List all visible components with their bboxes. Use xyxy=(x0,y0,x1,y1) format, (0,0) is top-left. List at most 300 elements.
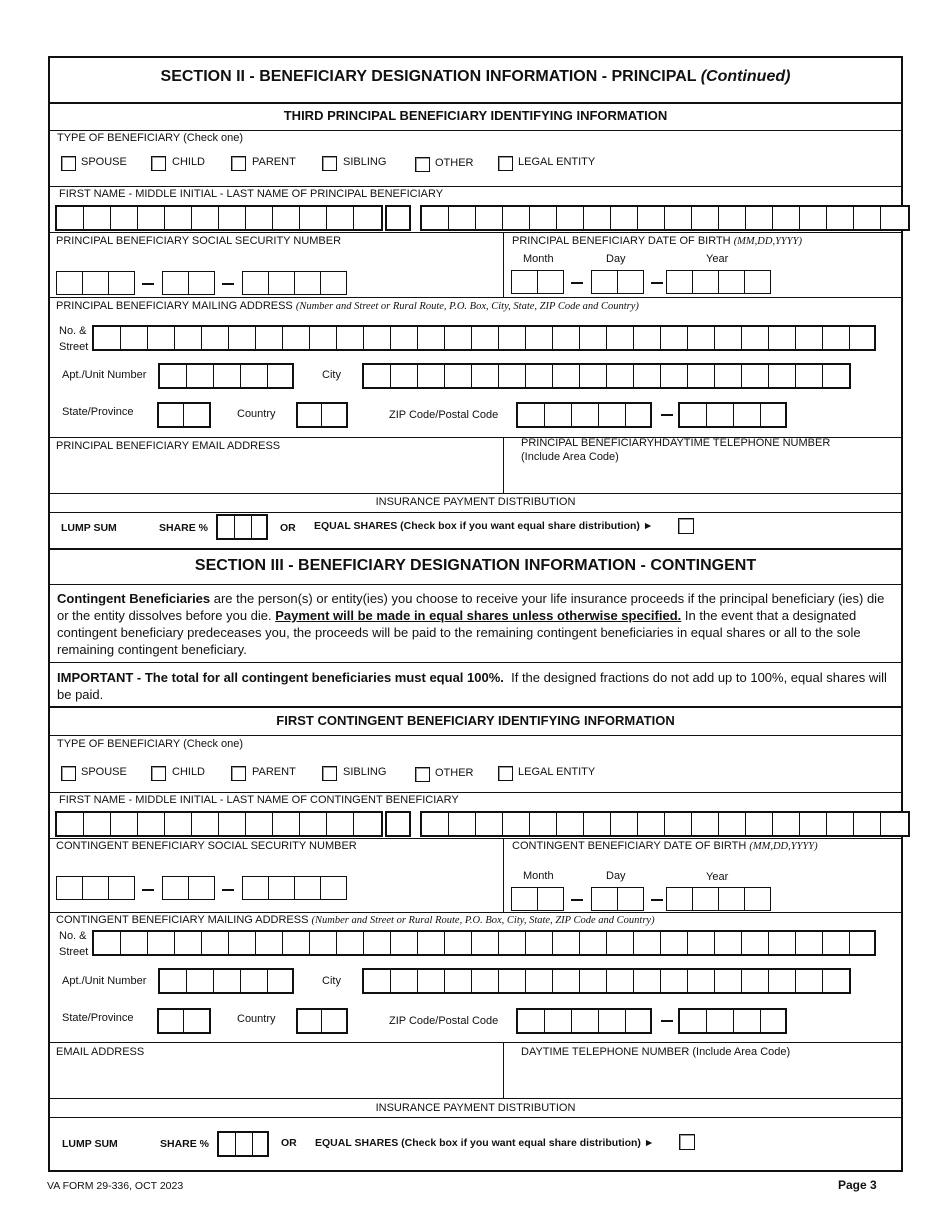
input-box[interactable] xyxy=(661,327,688,349)
input-box[interactable] xyxy=(138,813,165,835)
input-box[interactable] xyxy=(219,1133,236,1155)
input-box[interactable] xyxy=(626,404,650,426)
contingent-dob-day[interactable] xyxy=(591,887,644,911)
input-box[interactable] xyxy=(175,327,202,349)
input-box[interactable] xyxy=(192,207,219,229)
principal-ssn-part2[interactable] xyxy=(162,271,215,295)
input-box[interactable] xyxy=(796,970,823,992)
input-box[interactable] xyxy=(320,271,347,295)
input-box[interactable] xyxy=(273,813,300,835)
input-box[interactable] xyxy=(354,813,381,835)
input-box[interactable] xyxy=(707,404,734,426)
input-box[interactable] xyxy=(283,327,310,349)
principal-dob-day[interactable] xyxy=(591,270,644,294)
input-box[interactable] xyxy=(769,327,796,349)
input-box[interactable] xyxy=(187,365,214,387)
input-box[interactable] xyxy=(202,932,229,954)
input-box[interactable] xyxy=(518,404,545,426)
contingent-street-boxes[interactable] xyxy=(92,930,876,956)
input-box[interactable] xyxy=(364,327,391,349)
principal-zip4-boxes[interactable] xyxy=(678,402,787,428)
input-box[interactable] xyxy=(300,207,327,229)
input-box[interactable] xyxy=(160,970,187,992)
input-box[interactable] xyxy=(327,207,354,229)
input-box[interactable] xyxy=(219,207,246,229)
input-box[interactable] xyxy=(418,365,445,387)
input-box[interactable] xyxy=(256,327,283,349)
input-box[interactable] xyxy=(160,365,187,387)
input-box[interactable] xyxy=(823,327,850,349)
input-box[interactable] xyxy=(823,932,850,954)
input-box[interactable] xyxy=(742,365,769,387)
input-box[interactable] xyxy=(638,813,665,835)
input-box[interactable] xyxy=(742,327,769,349)
input-box[interactable] xyxy=(236,1133,253,1155)
contingent-type-sibling-checkbox[interactable] xyxy=(322,766,337,781)
principal-state-boxes[interactable] xyxy=(157,402,211,428)
input-box[interactable] xyxy=(108,876,135,900)
input-box[interactable] xyxy=(218,516,235,538)
input-box[interactable] xyxy=(580,365,607,387)
input-box[interactable] xyxy=(680,1010,707,1032)
input-box[interactable] xyxy=(526,970,553,992)
input-box[interactable] xyxy=(611,207,638,229)
input-box[interactable] xyxy=(268,970,292,992)
input-box[interactable] xyxy=(580,327,607,349)
input-box[interactable] xyxy=(530,207,557,229)
input-box[interactable] xyxy=(241,970,268,992)
contingent-state-boxes[interactable] xyxy=(157,1008,211,1034)
input-box[interactable] xyxy=(499,970,526,992)
input-box[interactable] xyxy=(242,271,269,295)
input-box[interactable] xyxy=(499,327,526,349)
input-box[interactable] xyxy=(184,404,209,426)
input-box[interactable] xyxy=(557,207,584,229)
contingent-zip4-boxes[interactable] xyxy=(678,1008,787,1034)
input-box[interactable] xyxy=(518,1010,545,1032)
principal-type-legal-entity-checkbox[interactable] xyxy=(498,156,513,171)
input-box[interactable] xyxy=(94,932,121,954)
input-box[interactable] xyxy=(557,813,584,835)
input-box[interactable] xyxy=(796,327,823,349)
input-box[interactable] xyxy=(688,365,715,387)
contingent-ssn-part3[interactable] xyxy=(242,876,347,900)
input-box[interactable] xyxy=(823,365,849,387)
dash xyxy=(142,889,154,891)
input-box[interactable] xyxy=(526,365,553,387)
input-box[interactable] xyxy=(268,365,292,387)
principal-ssn-part1[interactable] xyxy=(56,271,135,295)
input-box[interactable] xyxy=(310,327,337,349)
input-box[interactable] xyxy=(108,271,135,295)
input-box[interactable] xyxy=(827,207,854,229)
input-box[interactable] xyxy=(850,932,874,954)
input-box[interactable] xyxy=(387,813,409,835)
principal-dob-year[interactable] xyxy=(666,270,771,294)
input-box[interactable] xyxy=(773,207,800,229)
input-box[interactable] xyxy=(800,813,827,835)
input-box[interactable] xyxy=(337,327,364,349)
input-box[interactable] xyxy=(607,365,634,387)
input-box[interactable] xyxy=(449,813,476,835)
input-box[interactable] xyxy=(773,813,800,835)
input-box[interactable] xyxy=(187,970,214,992)
input-box[interactable] xyxy=(472,327,499,349)
principal-type-spouse-checkbox[interactable] xyxy=(61,156,76,171)
input-box[interactable] xyxy=(294,271,321,295)
input-box[interactable] xyxy=(800,207,827,229)
input-box[interactable] xyxy=(214,365,241,387)
principal-country-boxes[interactable] xyxy=(296,402,348,428)
important-note: IMPORTANT - The total for all contingent beneficiaries must equal 100%. If the designed fractions do not add up to 100%, equal shares will be paid. xyxy=(57,670,891,702)
input-box[interactable] xyxy=(617,270,644,294)
day-label: Day xyxy=(606,253,626,265)
input-box[interactable] xyxy=(553,970,580,992)
principal-apt-boxes[interactable] xyxy=(158,363,294,389)
input-box[interactable] xyxy=(742,970,769,992)
input-box[interactable] xyxy=(688,970,715,992)
input-box[interactable] xyxy=(607,932,634,954)
street-label: No. & xyxy=(59,325,87,337)
contingent-apt-boxes[interactable] xyxy=(158,968,294,994)
input-box[interactable] xyxy=(718,887,745,911)
input-box[interactable] xyxy=(449,207,476,229)
input-box[interactable] xyxy=(854,813,881,835)
input-box[interactable] xyxy=(229,327,256,349)
input-box[interactable] xyxy=(148,327,175,349)
checkbox-label: LEGAL ENTITY xyxy=(518,766,596,778)
input-box[interactable] xyxy=(84,207,111,229)
contingent-equal-shares-checkbox[interactable] xyxy=(679,1134,695,1150)
input-box[interactable] xyxy=(761,404,785,426)
principal-type-other-checkbox[interactable] xyxy=(415,157,430,172)
input-box[interactable] xyxy=(229,932,256,954)
input-box[interactable] xyxy=(391,970,418,992)
input-box[interactable] xyxy=(472,932,499,954)
input-box[interactable] xyxy=(634,365,661,387)
contingent-type-child-checkbox[interactable] xyxy=(151,766,166,781)
divider xyxy=(503,838,504,912)
input-box[interactable] xyxy=(56,876,83,900)
input-box[interactable] xyxy=(719,813,746,835)
input-box[interactable] xyxy=(599,404,626,426)
input-box[interactable] xyxy=(591,270,618,294)
input-box[interactable] xyxy=(823,970,849,992)
input-box[interactable] xyxy=(584,813,611,835)
input-box[interactable] xyxy=(761,1010,785,1032)
input-box[interactable] xyxy=(445,327,472,349)
input-box[interactable] xyxy=(252,516,266,538)
input-box[interactable] xyxy=(242,876,269,900)
input-box[interactable] xyxy=(445,932,472,954)
contingent-last-name-boxes[interactable] xyxy=(420,811,910,837)
input-box[interactable] xyxy=(607,970,634,992)
input-box[interactable] xyxy=(82,271,109,295)
input-box[interactable] xyxy=(246,207,273,229)
input-box[interactable] xyxy=(391,327,418,349)
input-box[interactable] xyxy=(537,887,564,911)
principal-distribution-header: INSURANCE PAYMENT DISTRIBUTION xyxy=(375,496,576,508)
input-box[interactable] xyxy=(572,1010,599,1032)
principal-email-input[interactable] xyxy=(52,456,500,490)
principal-middle-initial-box[interactable] xyxy=(385,205,411,231)
principal-dob-label: PRINCIPAL BENEFICIARY DATE OF BIRTH (MM,DD,YYYY) xyxy=(512,235,802,247)
input-box[interactable] xyxy=(57,207,84,229)
input-box[interactable] xyxy=(327,813,354,835)
input-box[interactable] xyxy=(526,932,553,954)
input-box[interactable] xyxy=(387,207,409,229)
input-box[interactable] xyxy=(827,813,854,835)
input-box[interactable] xyxy=(84,813,111,835)
input-box[interactable] xyxy=(634,970,661,992)
input-box[interactable] xyxy=(422,813,449,835)
contingent-share-pct-boxes[interactable] xyxy=(217,1131,269,1157)
divider xyxy=(48,735,903,736)
principal-city-boxes[interactable] xyxy=(362,363,851,389)
input-box[interactable] xyxy=(611,813,638,835)
principal-type-parent-checkbox[interactable] xyxy=(231,156,246,171)
contingent-type-legal-entity-checkbox[interactable] xyxy=(498,766,513,781)
principal-type-child-checkbox[interactable] xyxy=(151,156,166,171)
input-box[interactable] xyxy=(688,932,715,954)
input-box[interactable] xyxy=(162,876,189,900)
input-box[interactable] xyxy=(165,813,192,835)
input-box[interactable] xyxy=(607,327,634,349)
principal-share-pct-boxes[interactable] xyxy=(216,514,268,540)
input-box[interactable] xyxy=(545,404,572,426)
input-box[interactable] xyxy=(715,365,742,387)
input-box[interactable] xyxy=(769,970,796,992)
section-2-title: SECTION II - BENEFICIARY DESIGNATION INFORMATION - PRINCIPAL (Continued) xyxy=(160,68,791,85)
input-box[interactable] xyxy=(391,365,418,387)
input-box[interactable] xyxy=(537,270,564,294)
contingent-type-spouse-checkbox[interactable] xyxy=(61,766,76,781)
input-box[interactable] xyxy=(638,207,665,229)
contingent-type-parent-checkbox[interactable] xyxy=(231,766,246,781)
contingent-phone-input[interactable] xyxy=(507,1062,899,1096)
input-box[interactable] xyxy=(472,970,499,992)
input-box[interactable] xyxy=(769,932,796,954)
input-box[interactable] xyxy=(617,887,644,911)
input-box[interactable] xyxy=(219,813,246,835)
input-box[interactable] xyxy=(580,932,607,954)
input-box[interactable] xyxy=(553,365,580,387)
input-box[interactable] xyxy=(707,1010,734,1032)
input-box[interactable] xyxy=(354,207,381,229)
input-box[interactable] xyxy=(545,1010,572,1032)
principal-type-sibling-checkbox[interactable] xyxy=(322,156,337,171)
checkbox-label: SPOUSE xyxy=(81,156,127,168)
input-box[interactable] xyxy=(591,887,618,911)
principal-phone-input[interactable] xyxy=(507,466,899,491)
input-box[interactable] xyxy=(235,516,252,538)
input-box[interactable] xyxy=(162,271,189,295)
contingent-zip5-boxes[interactable] xyxy=(516,1008,652,1034)
input-box[interactable] xyxy=(320,876,347,900)
input-box[interactable] xyxy=(734,1010,761,1032)
input-box[interactable] xyxy=(553,327,580,349)
input-box[interactable] xyxy=(584,207,611,229)
input-box[interactable] xyxy=(476,207,503,229)
input-box[interactable] xyxy=(634,327,661,349)
principal-ssn-part3[interactable] xyxy=(242,271,347,295)
contingent-type-other-checkbox[interactable] xyxy=(415,767,430,782)
dash xyxy=(661,1020,673,1022)
principal-zip5-boxes[interactable] xyxy=(516,402,652,428)
input-box[interactable] xyxy=(165,207,192,229)
input-box[interactable] xyxy=(661,932,688,954)
principal-street-boxes[interactable] xyxy=(92,325,876,351)
input-box[interactable] xyxy=(175,932,202,954)
input-box[interactable] xyxy=(854,207,881,229)
input-box[interactable] xyxy=(56,271,83,295)
input-box[interactable] xyxy=(184,1010,209,1032)
input-box[interactable] xyxy=(57,813,84,835)
input-box[interactable] xyxy=(268,271,295,295)
input-box[interactable] xyxy=(294,876,321,900)
input-box[interactable] xyxy=(692,207,719,229)
input-box[interactable] xyxy=(692,270,719,294)
input-box[interactable] xyxy=(94,327,121,349)
input-box[interactable] xyxy=(715,932,742,954)
input-box[interactable] xyxy=(188,876,215,900)
input-box[interactable] xyxy=(680,404,707,426)
input-box[interactable] xyxy=(744,887,771,911)
input-box[interactable] xyxy=(322,404,346,426)
input-box[interactable] xyxy=(626,1010,650,1032)
input-box[interactable] xyxy=(530,813,557,835)
input-box[interactable] xyxy=(298,404,322,426)
contingent-middle-initial-box[interactable] xyxy=(385,811,411,837)
contingent-dob-month[interactable] xyxy=(511,887,564,911)
principal-last-name-boxes[interactable] xyxy=(420,205,910,231)
input-box[interactable] xyxy=(148,932,175,954)
input-box[interactable] xyxy=(719,207,746,229)
input-box[interactable] xyxy=(300,813,327,835)
principal-ssn-label: PRINCIPAL BENEFICIARY SOCIAL SECURITY NUMBER xyxy=(56,235,342,247)
input-box[interactable] xyxy=(511,270,538,294)
checkbox-label: CHILD xyxy=(172,156,206,168)
contingent-ssn-part2[interactable] xyxy=(162,876,215,900)
input-box[interactable] xyxy=(138,207,165,229)
input-box[interactable] xyxy=(692,813,719,835)
input-box[interactable] xyxy=(476,813,503,835)
input-box[interactable] xyxy=(364,970,391,992)
input-box[interactable] xyxy=(499,365,526,387)
input-box[interactable] xyxy=(202,327,229,349)
input-box[interactable] xyxy=(715,970,742,992)
input-box[interactable] xyxy=(111,207,138,229)
input-box[interactable] xyxy=(214,970,241,992)
input-box[interactable] xyxy=(188,271,215,295)
input-box[interactable] xyxy=(553,932,580,954)
principal-first-name-boxes[interactable] xyxy=(55,205,383,231)
input-box[interactable] xyxy=(121,932,148,954)
input-box[interactable] xyxy=(445,365,472,387)
input-box[interactable] xyxy=(364,932,391,954)
input-box[interactable] xyxy=(253,1133,267,1155)
input-box[interactable] xyxy=(661,970,688,992)
input-box[interactable] xyxy=(511,887,538,911)
input-box[interactable] xyxy=(159,404,184,426)
input-box[interactable] xyxy=(268,876,295,900)
input-box[interactable] xyxy=(746,813,773,835)
input-box[interactable] xyxy=(418,932,445,954)
input-box[interactable] xyxy=(769,365,796,387)
input-box[interactable] xyxy=(472,365,499,387)
country-label: Country xyxy=(237,1013,276,1025)
input-box[interactable] xyxy=(256,932,283,954)
input-box[interactable] xyxy=(364,365,391,387)
input-box[interactable] xyxy=(503,813,530,835)
input-box[interactable] xyxy=(111,813,138,835)
input-box[interactable] xyxy=(322,1010,346,1032)
input-box[interactable] xyxy=(666,887,693,911)
input-box[interactable] xyxy=(744,270,771,294)
input-box[interactable] xyxy=(246,813,273,835)
input-box[interactable] xyxy=(665,813,692,835)
contingent-dob-year[interactable] xyxy=(666,887,771,911)
contingent-email-input[interactable] xyxy=(52,1062,500,1096)
contingent-phone-label: DAYTIME TELEPHONE NUMBER (Include Area Code) xyxy=(521,1046,791,1058)
input-box[interactable] xyxy=(121,327,148,349)
input-box[interactable] xyxy=(692,887,719,911)
input-box[interactable] xyxy=(688,327,715,349)
input-box[interactable] xyxy=(881,207,908,229)
input-box[interactable] xyxy=(796,932,823,954)
contingent-country-boxes[interactable] xyxy=(296,1008,348,1034)
input-box[interactable] xyxy=(746,207,773,229)
input-box[interactable] xyxy=(580,970,607,992)
input-box[interactable] xyxy=(192,813,219,835)
input-box[interactable] xyxy=(310,932,337,954)
principal-equal-shares-checkbox[interactable] xyxy=(678,518,694,534)
input-box[interactable] xyxy=(82,876,109,900)
input-box[interactable] xyxy=(718,270,745,294)
input-box[interactable] xyxy=(661,365,688,387)
input-box[interactable] xyxy=(298,1010,322,1032)
principal-dob-month[interactable] xyxy=(511,270,564,294)
input-box[interactable] xyxy=(734,404,761,426)
input-box[interactable] xyxy=(715,327,742,349)
input-box[interactable] xyxy=(418,970,445,992)
input-box[interactable] xyxy=(742,932,769,954)
contingent-ssn-part1[interactable] xyxy=(56,876,135,900)
input-box[interactable] xyxy=(881,813,908,835)
input-box[interactable] xyxy=(526,327,553,349)
input-box[interactable] xyxy=(241,365,268,387)
input-box[interactable] xyxy=(796,365,823,387)
input-box[interactable] xyxy=(418,327,445,349)
input-box[interactable] xyxy=(422,207,449,229)
input-box[interactable] xyxy=(850,327,874,349)
input-box[interactable] xyxy=(273,207,300,229)
input-box[interactable] xyxy=(599,1010,626,1032)
input-box[interactable] xyxy=(572,404,599,426)
contingent-city-boxes[interactable] xyxy=(362,968,851,994)
input-box[interactable] xyxy=(283,932,310,954)
input-box[interactable] xyxy=(391,932,418,954)
input-box[interactable] xyxy=(666,270,693,294)
contingent-first-name-boxes[interactable] xyxy=(55,811,383,837)
input-box[interactable] xyxy=(503,207,530,229)
input-box[interactable] xyxy=(337,932,364,954)
input-box[interactable] xyxy=(499,932,526,954)
input-box[interactable] xyxy=(634,932,661,954)
input-box[interactable] xyxy=(665,207,692,229)
input-box[interactable] xyxy=(159,1010,184,1032)
input-box[interactable] xyxy=(445,970,472,992)
